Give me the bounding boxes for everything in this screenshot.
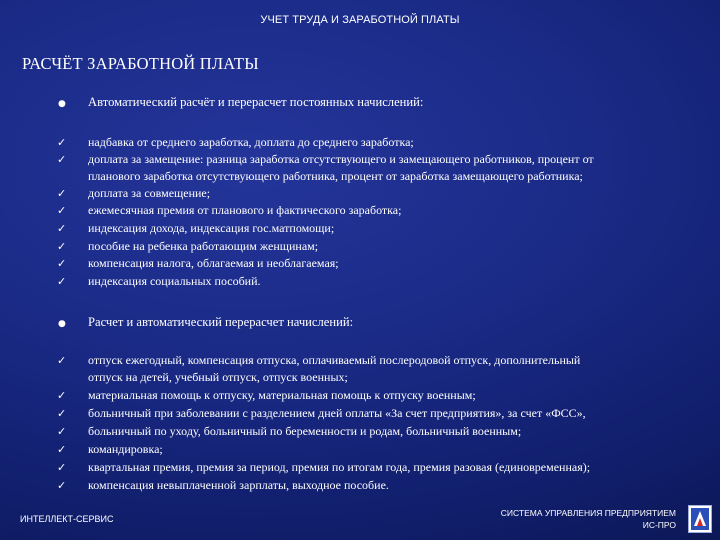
checkmark-icon: ✓ — [57, 153, 67, 166]
checkmark-icon: ✓ — [57, 187, 67, 200]
section1-item: ежемесячная премия от планового и фактического заработка; — [88, 203, 402, 217]
checkmark-icon: ✓ — [57, 354, 67, 367]
section2-item: отпуск ежегодный, компенсация отпуска, оплачиваемый послеродовой отпуск, дополнительный — [88, 353, 581, 367]
footer-product-name — [501, 507, 676, 531]
bullet-dot-icon: ● — [58, 319, 66, 329]
section2-heading: Расчет и автоматический перерасчет начислений: — [88, 315, 354, 329]
section1-item: индексация дохода, индексация гос.матпомощи; — [88, 221, 335, 235]
section2-item: материальная помощь к отпуску, материальная помощь к отпуску военным; — [88, 388, 476, 402]
checkmark-icon: ✓ — [57, 222, 67, 235]
section2-item: больничный при заболевании с разделением дней оплаты «За счет предприятия», за счет «ФСС», — [88, 406, 586, 420]
checkmark-icon: ✓ — [57, 275, 67, 288]
checkmark-icon: ✓ — [57, 389, 67, 402]
checkmark-icon: ✓ — [57, 204, 67, 217]
checkmark-icon: ✓ — [57, 407, 67, 420]
section1-item: пособие на ребенка работающим женщинам; — [88, 239, 319, 253]
footer-product-line1: СИСТЕМА УПРАВЛЕНИЯ ПРЕДПРИЯТИЕМ — [500, 508, 676, 518]
checkmark-icon: ✓ — [57, 257, 67, 270]
section2-item-continuation: отпуск на детей, учебный отпуск, отпуск военных; — [88, 370, 348, 384]
footer-product-line2: ИС-ПРО — [642, 520, 676, 530]
section2-item: квартальная премия, премия за период, премия по итогам года, премия разовая (единовременная); — [88, 460, 591, 474]
section2-item: компенсация невыплаченной зарплаты, выходное пособие. — [88, 478, 389, 492]
checkmark-icon: ✓ — [57, 240, 67, 253]
section1-item: индексация социальных пособий. — [88, 274, 261, 288]
footer-company-name: ИНТЕЛЛЕКТ-СЕРВИС — [20, 514, 114, 524]
section1-item-continuation: планового заработка отсутствующего работника, процент от заработка замещающего работника; — [88, 169, 583, 183]
checkmark-icon: ✓ — [57, 461, 67, 474]
bullet-dot-icon: ● — [58, 99, 66, 109]
checkmark-icon: ✓ — [57, 136, 67, 149]
checkmark-icon: ✓ — [57, 479, 67, 492]
section2-item: больничный по уходу, больничный по беременности и родам, больничный военным; — [88, 424, 522, 438]
section2-item: командировка; — [88, 442, 163, 456]
section1-item: доплата за совмещение; — [88, 186, 211, 200]
checkmark-icon: ✓ — [57, 443, 67, 456]
company-logo-icon — [688, 505, 712, 533]
section1-heading: Автоматический расчёт и перерасчет постоянных начислений: — [88, 95, 424, 109]
section1-item: компенсация налога, облагаемая и необлагаемая; — [88, 256, 339, 270]
section1-item: надбавка от среднего заработка, доплата до среднего заработка; — [88, 135, 414, 149]
section1-item: доплата за замещение: разница заработка отсутствующего и замещающего работников, процент от — [88, 152, 594, 166]
top-title: УЧЕТ ТРУДА И ЗАРАБОТНОЙ ПЛАТЫ — [260, 14, 460, 26]
slide-title: РАСЧЁТ ЗАРАБОТНОЙ ПЛАТЫ — [22, 54, 259, 73]
checkmark-icon: ✓ — [57, 425, 67, 438]
